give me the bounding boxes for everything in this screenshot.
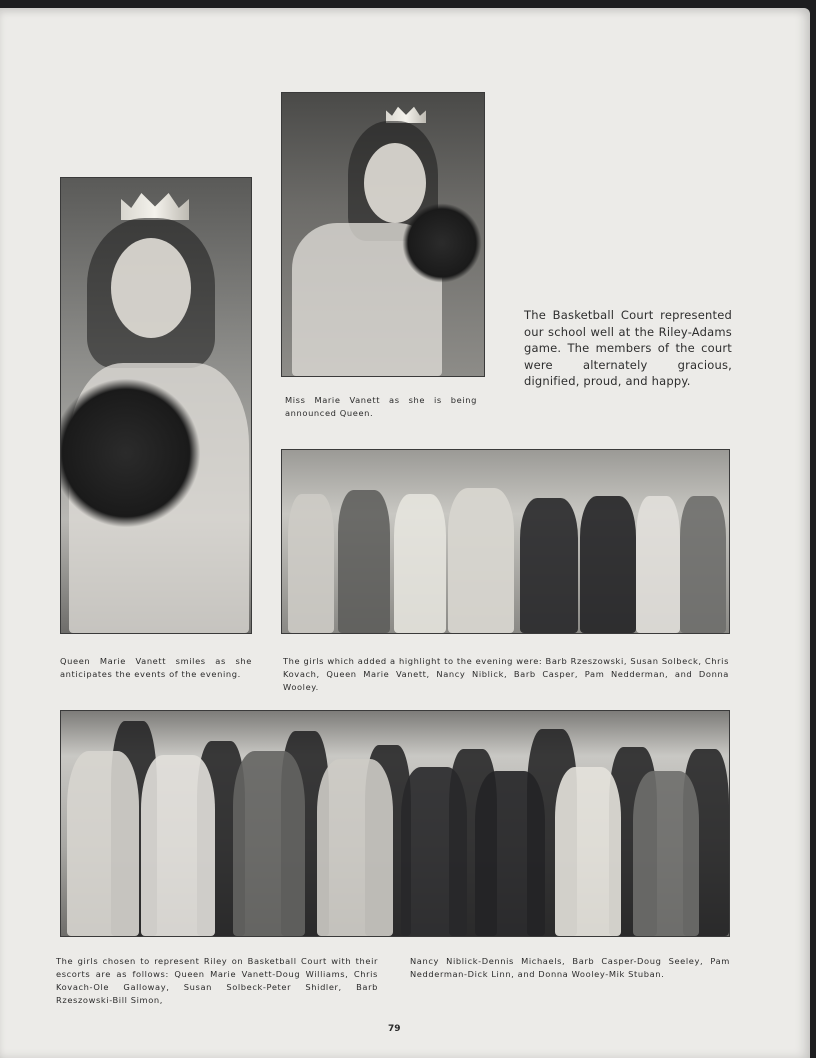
girl-figure — [680, 496, 726, 633]
announcement-caption: Miss Marie Vanett as she is being announced Queen. — [285, 395, 477, 418]
girl-figure — [580, 496, 636, 633]
girl-figure — [67, 751, 139, 936]
girl-figure — [338, 490, 390, 633]
girl-figure — [636, 496, 680, 633]
court-girls-photo — [281, 449, 730, 634]
girl-figure — [475, 771, 545, 936]
girl-figure — [633, 771, 699, 936]
court-escorts-photo — [60, 710, 730, 937]
yearbook-page — [0, 8, 810, 1058]
crown-icon — [121, 190, 189, 220]
bouquet-shape — [402, 203, 482, 283]
court-escorts-caption-left: The girls chosen to represent Riley on Basketball Court with their escorts are as follows: Queen Marie Vanett-Doug Williams, Chris Kovach-Ole Galloway, Susan Solbeck-Peter Shidler, Barb Rzeszowski-Bill Simon, — [56, 956, 378, 1005]
face-shape — [111, 238, 191, 338]
girl-figure — [141, 755, 215, 936]
girl-figure — [394, 494, 446, 633]
court-girls-caption: The girls which added a highlight to the evening were: Barb Rzeszowski, Susan Solbeck, Chris Kovach, Queen Marie Vanett, Nancy Niblick, Barb Casper, Pam Nedderman, and Donna Wooley. — [283, 656, 729, 692]
girl-figure — [317, 759, 393, 936]
girl-figure — [233, 751, 305, 936]
girl-figure — [401, 767, 467, 936]
court-escorts-caption-right: Nancy Niblick-Dennis Michaels, Barb Casper-Doug Seeley, Pam Nedderman-Dick Linn, and Donna Wooley-Mik Stuban. — [410, 956, 730, 979]
girl-figure — [555, 767, 621, 936]
page-number: 79 — [388, 1024, 401, 1034]
intro-paragraph: The Basketball Court represented our school well at the Riley-Adams game. The members of the court were alternately gracious, dignified, proud, and happy. — [524, 308, 732, 388]
queen-portrait-caption: Queen Marie Vanett smiles as she anticipates the events of the evening. — [60, 656, 252, 679]
girl-figure — [288, 494, 334, 633]
queen-figure — [448, 488, 514, 633]
girl-figure — [520, 498, 578, 633]
announcement-photo — [281, 92, 485, 377]
queen-portrait-photo — [60, 177, 252, 634]
